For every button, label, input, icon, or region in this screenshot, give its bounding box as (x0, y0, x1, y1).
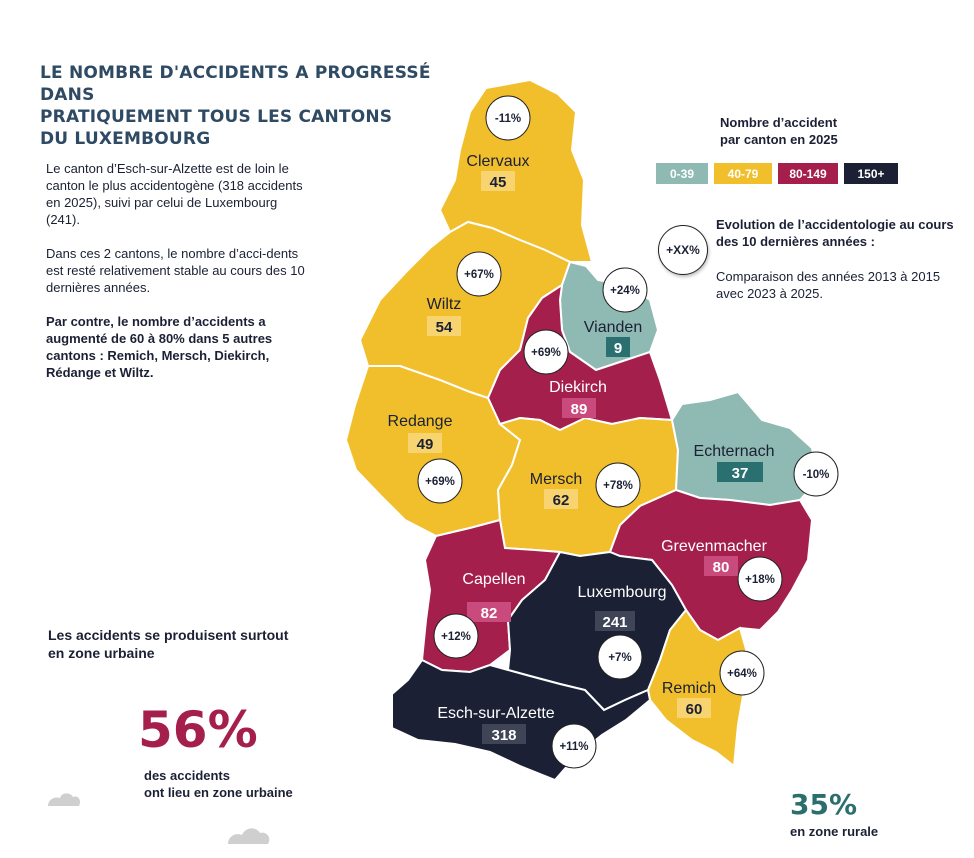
evolution-value-grevenmacher: +18% (745, 574, 775, 586)
evolution-value-mersch: +78% (603, 480, 633, 492)
evolution-value-redange: +69% (425, 476, 455, 488)
urban-description-line: ont lieu en zone urbaine (144, 785, 293, 800)
evolution-value-remich: +64% (727, 668, 757, 680)
canton-value-clervaux: 45 (489, 174, 507, 191)
urban-section-title: Les accidents se produisent surtout en zone urbaine (48, 627, 289, 661)
canton-name-clervaux: Clervaux (466, 153, 530, 170)
canton-value-mersch: 62 (552, 492, 570, 509)
evolution-legend-desc: Comparaison des années 2013 à 2015 avec 2023 à 2025. (716, 269, 941, 301)
title-line: LE NOMBRE D'ACCIDENTS A PROGRESSÉ DANS (40, 63, 431, 105)
legend-bin-0-39: 0-39 (656, 163, 708, 184)
legend-title-line: Nombre d’accident (720, 115, 838, 130)
canton-value-diekirch: 89 (570, 401, 588, 418)
intro-paragraph-1: Le canton d’Esch-sur-Alzette est de loin le canton le plus accidentogène (318 accidents en 2025), suivi par celui de Luxembourg (241). (46, 161, 303, 227)
canton-value-remich: 60 (685, 701, 703, 718)
canton-name-redange: Redange (387, 413, 453, 430)
canton-name-wiltz: Wiltz (426, 296, 462, 313)
canton-name-grevenmacher: Grevenmacher (661, 538, 767, 555)
evolution-value-vianden: +24% (610, 285, 640, 297)
cloud-icon (48, 793, 80, 806)
evolution-legend-title: Evolution de l’accidentologie au cours des 10 dernières années : (716, 217, 954, 249)
cloud-icon (228, 828, 269, 844)
canton-name-vianden: Vianden (583, 319, 643, 336)
evolution-value-luxembourg: +7% (608, 652, 632, 664)
legend-bin-150-plus: 150+ (844, 163, 898, 184)
evolution-legend-badge: +XX% (658, 225, 708, 275)
evolution-value-capellen: +12% (441, 631, 471, 643)
canton-value-echternach: 37 (731, 465, 749, 482)
title-line: PRATIQUEMENT TOUS LES CANTONS (40, 107, 393, 127)
canton-name-capellen: Capellen (462, 571, 526, 588)
canton-value-vianden: 9 (613, 340, 623, 357)
rural-percentage: 35% (790, 788, 858, 821)
canton-value-wiltz: 54 (435, 319, 453, 336)
urban-percentage: 56% (138, 701, 258, 759)
canton-name-remich: Remich (661, 680, 717, 697)
canton-name-luxembourg: Luxembourg (577, 584, 667, 601)
evolution-value-clervaux: -11% (494, 113, 522, 125)
canton-value-esch-sur-alzette: 318 (491, 727, 517, 744)
canton-value-redange: 49 (416, 436, 434, 453)
title-line: DU LUXEMBOURG (40, 129, 211, 149)
intro-paragraph-2: Dans ces 2 cantons, le nombre d’acci-dents est resté relativement stable au cours des 10 dernières années. (46, 246, 305, 295)
canton-value-capellen: 82 (480, 605, 498, 622)
canton-name-echternach: Echternach (693, 443, 775, 460)
intro-paragraph-3: Par contre, le nombre d’accidents a augmenté de 60 à 80% dans 5 autres cantons : Remich, Mersch, Diekirch, Rédange et Wiltz. (46, 314, 273, 380)
evolution-value-esch-sur-alzette: +11% (559, 741, 589, 753)
canton-name-mersch: Mersch (529, 471, 583, 488)
canton-value-grevenmacher: 80 (712, 559, 730, 576)
legend-bin-40-79: 40-79 (714, 163, 772, 184)
legend-bin-80-149: 80-149 (778, 163, 838, 184)
evolution-value-diekirch: +69% (531, 347, 561, 359)
urban-description-line: des accidents (144, 768, 230, 783)
evolution-value-echternach: -10% (802, 469, 830, 481)
urban-description (144, 767, 344, 801)
legend-title-line: par canton en 2025 (720, 132, 838, 147)
rural-description: en zone rurale (790, 824, 879, 839)
canton-name-diekirch: Diekirch (549, 379, 607, 396)
canton-value-luxembourg: 241 (602, 614, 628, 631)
evolution-value-wiltz: +67% (464, 269, 494, 281)
canton-name-esch-sur-alzette: Esch-sur-Alzette (437, 705, 555, 722)
